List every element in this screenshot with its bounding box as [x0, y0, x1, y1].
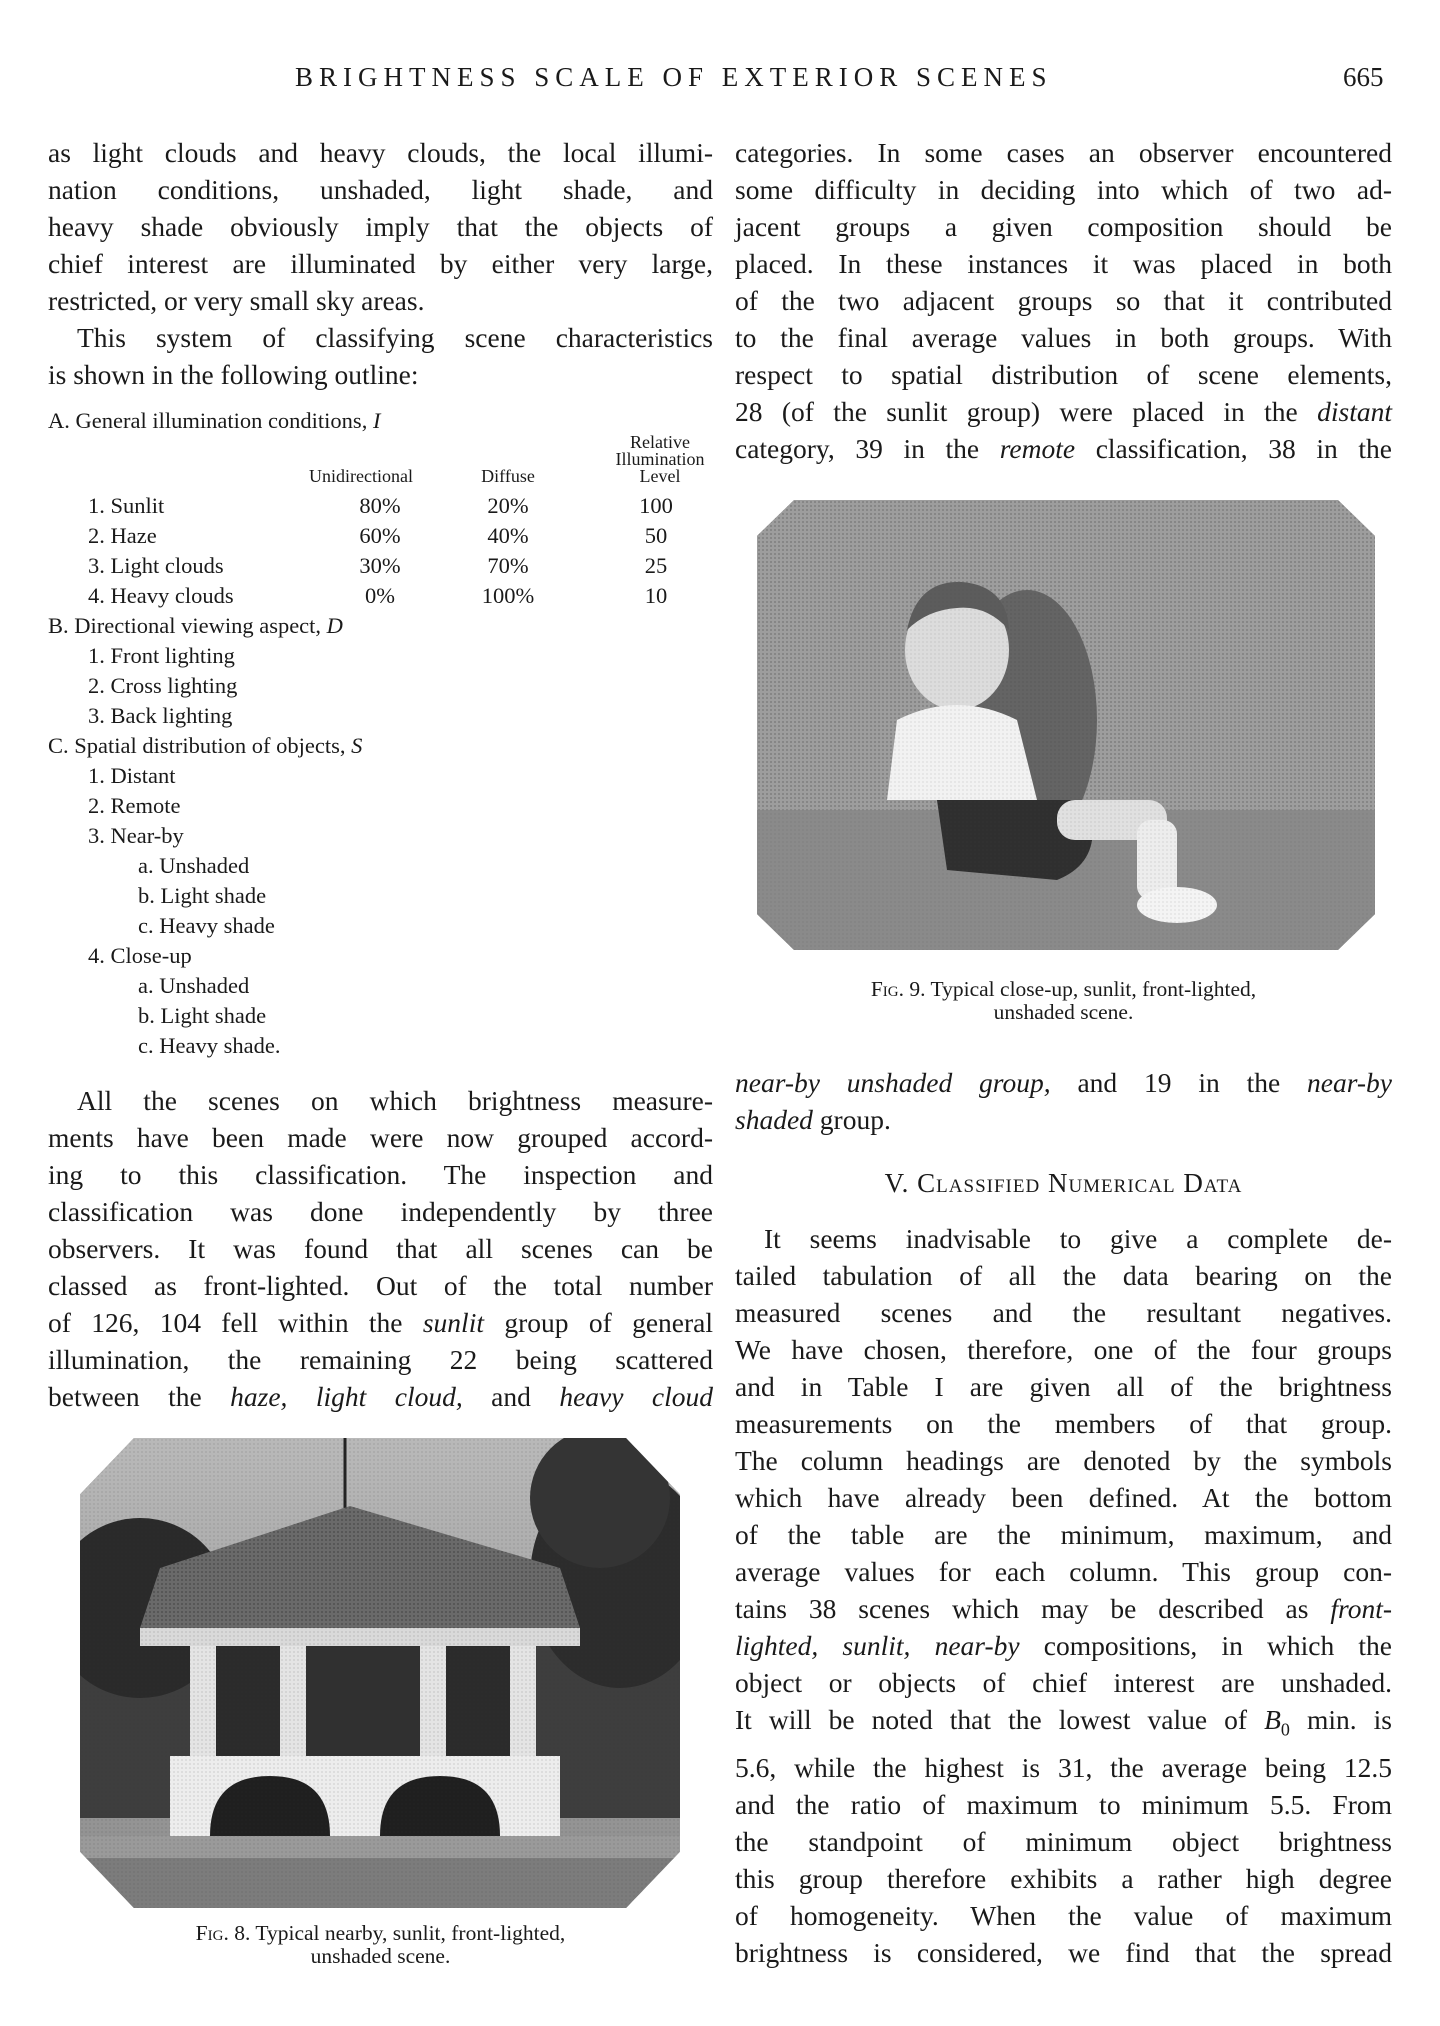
text-line: We have chosen, therefore, one of the four groups [735, 1334, 1392, 1365]
header-diffuse: Diffuse [481, 466, 535, 486]
text-line: of homogeneity. When the value of maximum [735, 1899, 1392, 1931]
running-title: BRIGHTNESS SCALE OF EXTERIOR SCENES [295, 62, 1053, 92]
outline-item: 1. Distant [88, 763, 176, 788]
text-line: and in Table I are given all of the brightness [735, 1371, 1392, 1402]
row-label: 1. Sunlit [88, 493, 165, 518]
text-line: which have already been defined. At the bottom [735, 1482, 1392, 1513]
header-relative-illumination: Relative Illumination Level [615, 432, 705, 486]
row-uni: 0% [365, 583, 395, 608]
text-line: ments have been made were now grouped accord- [48, 1122, 713, 1153]
text-line: illumination, the remaining 22 being scattered [48, 1344, 713, 1375]
figure-8-photo [80, 1438, 680, 1908]
outline-item: 4. Close-up [88, 943, 192, 968]
text-line: heavy shade obviously imply that the objects of [48, 211, 713, 242]
text-line: restricted, or very small sky areas. [48, 285, 425, 316]
text-line: to the final average values in both groups. With [735, 322, 1392, 353]
text-line: object or objects of chief interest are unshaded. [735, 1667, 1392, 1698]
row-level: 25 [644, 553, 668, 578]
text-line: categories. In some cases an observer encountered [735, 137, 1392, 168]
text-line: 28 (of the sunlit group) were placed in the distant [735, 396, 1392, 427]
text-line: ing to this classification. The inspection and [48, 1159, 713, 1190]
text-line: the standpoint of minimum object brightness [735, 1825, 1392, 1857]
text-line: brightness is considered, we find that the spread [735, 1936, 1392, 1968]
page-number: 665 [1343, 62, 1384, 92]
row-diffuse: 20% [487, 493, 529, 518]
text-line: as light clouds and heavy clouds, the local illumi- [48, 137, 713, 168]
text-line: All the scenes on which brightness measure- [77, 1085, 713, 1116]
text-line: of the table are the minimum, maximum, and [735, 1519, 1392, 1550]
child-illustration [757, 500, 1375, 950]
text-line: respect to spatial distribution of scene elements, [735, 359, 1392, 390]
text-line: measurements on the members of that group. [735, 1408, 1392, 1439]
outline-subitem: a. Unshaded [138, 853, 250, 878]
text-line: category, 39 in the remote classification, 38 in the [735, 433, 1393, 464]
outline-item: 3. Near-by [88, 823, 184, 848]
left-para-3 [48, 1082, 713, 1415]
text-line: jacent groups a given composition should be [735, 211, 1392, 242]
text-line: It seems inadvisable to give a complete de- [764, 1223, 1392, 1254]
text-line: It will be noted that the lowest value of $B_0$ min. is [735, 1704, 1393, 1740]
outline-item: 1. Front lighting [88, 643, 235, 668]
outline-item: 3. Back lighting [88, 703, 233, 728]
text-line: tains 38 scenes which may be described as front- [735, 1593, 1392, 1624]
row-level: 50 [644, 523, 668, 548]
row-level: 100 [639, 493, 673, 518]
text-line: tailed tabulation of all the data bearing on the [735, 1260, 1392, 1291]
text-line: chief interest are illuminated by either very large, [48, 248, 713, 279]
outline-subitem: b. Light shade [138, 1003, 267, 1028]
outline-section-b: B. Directional viewing aspect, D [48, 613, 343, 638]
row-uni: 60% [359, 523, 401, 548]
figure-8-caption: Fig. 8. Typical nearby, sunlit, front-lighted, unshaded scene. [195, 1921, 566, 1968]
classification-outline [48, 0, 713, 1060]
row-level: 10 [644, 583, 668, 608]
outline-subitem: c. Heavy shade [138, 913, 275, 938]
outline-item: 2. Cross lighting [88, 673, 238, 698]
row-label: 2. Haze [88, 523, 157, 548]
section-title: V. Classified Numerical Data [884, 1168, 1243, 1198]
text-line: of the two adjacent groups so that it contributed [735, 285, 1392, 316]
outline-subitem: b. Light shade [138, 883, 267, 908]
row-diffuse: 70% [487, 553, 529, 578]
figure-9-caption: Fig. 9. Typical close-up, sunlit, front-lighted, unshaded scene. [870, 977, 1257, 1024]
text-line: placed. In these instances it was placed in both [735, 248, 1392, 279]
text-line: is shown in the following outline: [48, 359, 419, 390]
text-line: shaded group. [735, 1104, 891, 1135]
text-line: some difficulty in deciding into which of two ad- [735, 174, 1392, 205]
bandstand-illustration [80, 1438, 680, 1908]
row-uni: 30% [359, 553, 401, 578]
outline-item: 2. Remote [88, 793, 181, 818]
row-uni: 80% [359, 493, 401, 518]
right-para-2 [735, 1064, 1392, 1138]
row-label: 3. Light clouds [88, 553, 224, 578]
text-line: 5.6, while the highest is 31, the average being 12.5 [735, 1751, 1392, 1783]
header-unidirectional: Unidirectional [309, 466, 413, 486]
row-diffuse: 40% [487, 523, 529, 548]
text-line: observers. It was found that all scenes can be [48, 1233, 713, 1264]
text-line: and the ratio of maximum to minimum 5.5. From [735, 1788, 1392, 1820]
figure-9-photo [757, 500, 1375, 950]
text-line: this group therefore exhibits a rather high degree [735, 1862, 1392, 1894]
text-line: near-by unshaded group, and 19 in the near-by [735, 1067, 1393, 1098]
text-line: between the haze, light cloud, and heavy cloud [48, 1381, 714, 1412]
right-para-3 [735, 1220, 1392, 1971]
text-line: nation conditions, unshaded, light shade, and [48, 174, 713, 205]
text-line: average values for each column. This group con- [735, 1556, 1392, 1587]
text-line: lighted, sunlit, near-by compositions, in which the [735, 1630, 1392, 1661]
right-para-1 [735, 134, 1392, 467]
outline-section-c: C. Spatial distribution of objects, S [48, 733, 363, 758]
outline-subitem: a. Unshaded [138, 973, 250, 998]
text-line: classed as front-lighted. Out of the total number [48, 1270, 713, 1301]
text-line: The column headings are denoted by the symbols [735, 1445, 1392, 1476]
row-diffuse: 100% [481, 583, 535, 608]
text-line: measured scenes and the resultant negatives. [735, 1297, 1392, 1328]
text-line: classification was done independently by three [48, 1196, 713, 1227]
text-line: of 126, 104 fell within the sunlit group of general [48, 1307, 713, 1338]
text-line: This system of classifying scene characteristics [77, 322, 713, 353]
outline-section-a: A. General illumination conditions, I [48, 408, 381, 433]
row-label: 4. Heavy clouds [88, 583, 234, 608]
outline-subitem: c. Heavy shade. [138, 1033, 281, 1058]
